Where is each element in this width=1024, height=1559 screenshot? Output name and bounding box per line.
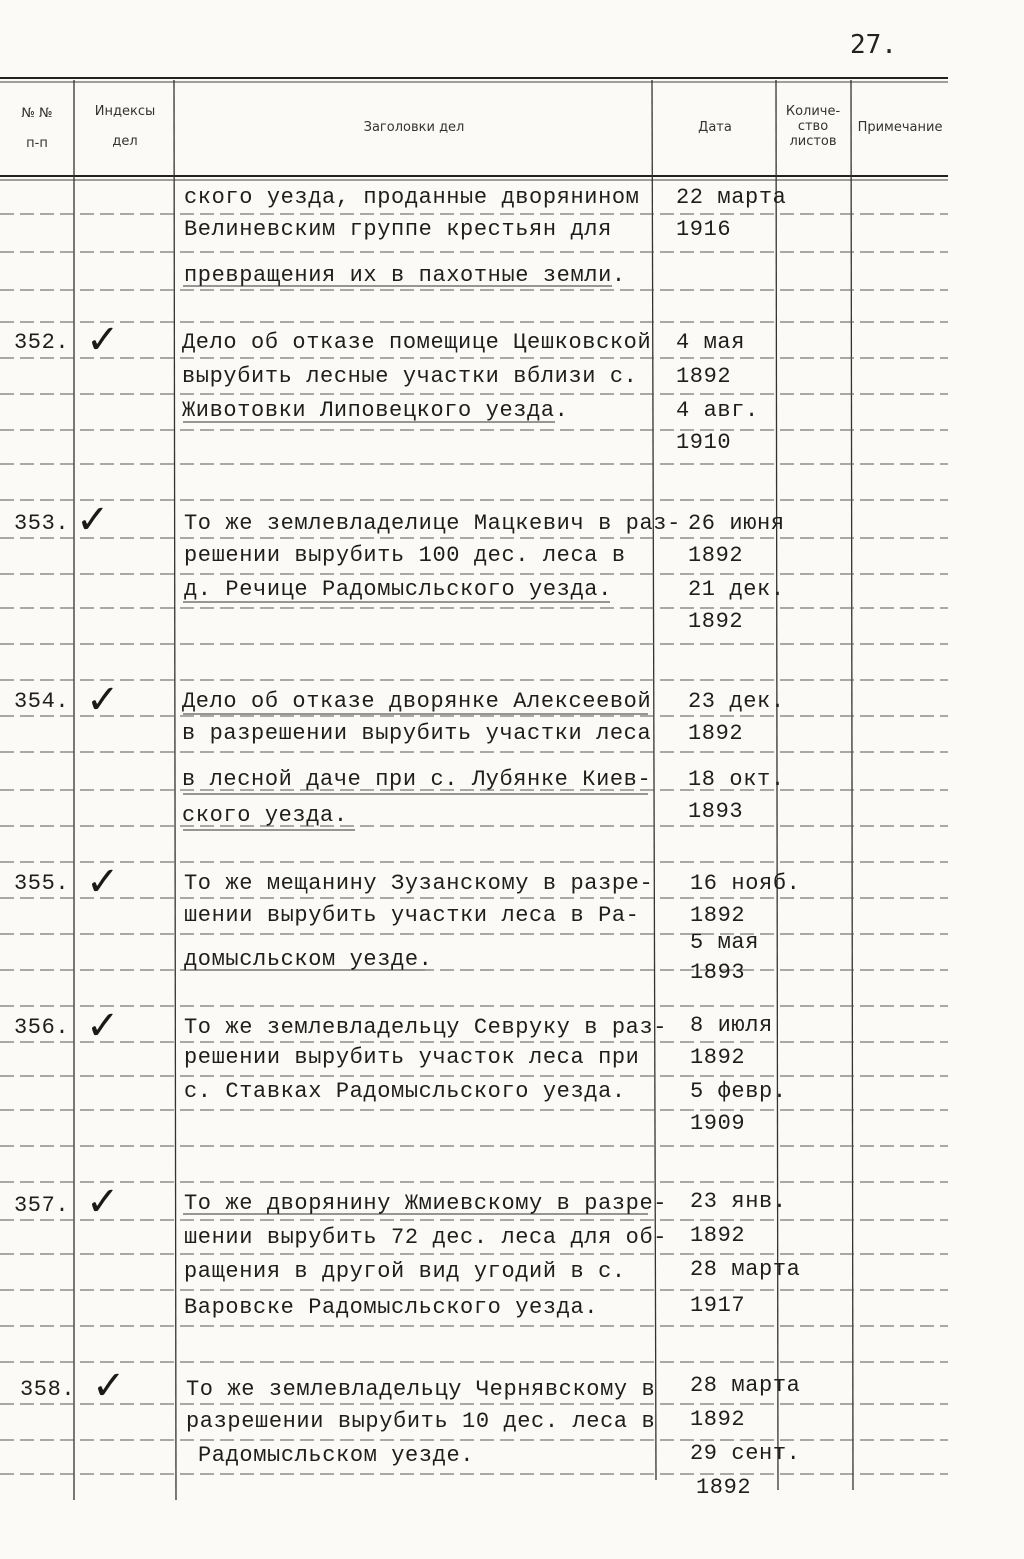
header-count-line2: ство	[797, 119, 829, 134]
entry-date: 4 авг.	[676, 398, 759, 423]
entry-title-line: То же землевладельцу Севруку в раз-	[184, 1015, 668, 1040]
page-number: 27.	[850, 30, 897, 60]
record-number: 352.	[14, 330, 70, 355]
entry-title-line: превращения их в пахотные земли.	[184, 263, 626, 288]
entry-date: 1892	[690, 903, 746, 928]
entry-title-line: решении вырубить участок леса при	[184, 1045, 640, 1070]
entry-title-line: Радомысльском уезде.	[198, 1443, 475, 1468]
entry-date: 1917	[690, 1293, 746, 1318]
entry-title-line: Велиневским группе крестьян для	[184, 217, 612, 242]
record-number: 353.	[14, 511, 70, 536]
entry-title-line: То же мещанину Зузанскому в разре-	[184, 871, 654, 896]
record-number: 354.	[14, 689, 70, 714]
checkmark-icon: ✓	[86, 677, 120, 723]
entry-title-line: Дело об отказе дворянке Алексеевой	[182, 689, 652, 714]
entry-title-line: ского уезда.	[182, 803, 348, 828]
entry-title-line: вырубить лесные участки вблизи с.	[182, 364, 638, 389]
entry-date: 1892	[690, 1407, 746, 1432]
record-number: 358.	[20, 1377, 76, 1402]
entry-date: 8 июля	[690, 1013, 773, 1038]
entry-date: 1892	[676, 364, 732, 389]
header-number-line1: № №	[21, 106, 53, 121]
entry-date: 1909	[690, 1111, 746, 1136]
header-index-line2: дел	[112, 134, 138, 149]
entry-date: 4 мая	[676, 330, 746, 355]
entry-date: 28 марта	[690, 1257, 801, 1282]
checkmark-icon: ✓	[76, 497, 110, 543]
entry-title-line: То же дворянину Жмиевскому в разре-	[184, 1191, 668, 1216]
entry-date: 23 дек.	[688, 689, 785, 714]
checkmark-icon: ✓	[86, 1003, 120, 1049]
entry-title-line: ского уезда, проданные дворянином	[184, 185, 640, 210]
entry-title-line: шении вырубить 72 дес. леса для об-	[184, 1225, 668, 1250]
entry-title-line: д. Речице Радомысльского уезда.	[184, 577, 612, 602]
checkmark-icon: ✓	[86, 317, 120, 363]
entry-title-line: решении вырубить 100 дес. леса в	[184, 543, 626, 568]
entry-date: 1892	[696, 1475, 752, 1500]
checkmark-icon: ✓	[86, 1179, 120, 1225]
header-index-line1: Индексы	[94, 104, 156, 119]
entry-title-line: ращения в другой вид угодий в с.	[184, 1259, 626, 1284]
entry-date: 21 дек.	[688, 577, 785, 602]
entry-date: 28 марта	[690, 1373, 801, 1398]
entry-date: 22 марта	[676, 185, 787, 210]
entry-date: 29 сент.	[690, 1441, 801, 1466]
entry-date: 1892	[688, 543, 744, 568]
entry-title-line: То же землевладельцу Чернявскому в	[186, 1377, 656, 1402]
entry-title-line: в лесной даче при с. Лубянке Киев-	[182, 767, 652, 792]
header-number-col	[4, 106, 70, 152]
entry-date: 5 мая	[690, 930, 760, 955]
entry-title-line: с. Ставках Радомысльского уезда.	[184, 1079, 626, 1104]
entry-date: 1892	[690, 1045, 746, 1070]
record-number: 356.	[14, 1015, 70, 1040]
entry-date: 23 янв.	[690, 1189, 787, 1214]
entry-title-line: разрешении вырубить 10 дес. леса в	[186, 1409, 656, 1434]
entry-title-line: Животовки Липовецкого уезда.	[182, 398, 569, 423]
header-note-col: Примечание	[857, 120, 943, 135]
entry-date: 1893	[688, 799, 744, 824]
record-number: 355.	[14, 871, 70, 896]
entry-date: 1910	[676, 430, 732, 455]
entry-date: 5 февр.	[690, 1079, 787, 1104]
entry-date: 1892	[688, 721, 744, 746]
checkmark-icon: ✓	[92, 1363, 126, 1409]
record-number: 357.	[14, 1193, 70, 1218]
entry-title-line: Дело об отказе помещице Цешковской	[182, 330, 652, 355]
entry-title-line: шении вырубить участки леса в Ра-	[184, 903, 640, 928]
entry-title-line: в разрешении вырубить участки леса	[182, 721, 652, 746]
entry-date: 26 июня	[688, 511, 785, 536]
entry-date: 1892	[688, 609, 744, 634]
header-number-line2: п-п	[26, 136, 48, 151]
header-title-col: Заголовки дел	[363, 120, 465, 135]
entry-title-line: То же землевладелице Мацкевич в раз-	[184, 511, 681, 536]
header-count-line1: Количе-	[785, 104, 841, 119]
header-date-col: Дата	[698, 120, 732, 135]
entry-title-line: Варовске Радомысльского уезда.	[184, 1295, 599, 1320]
header-count-col	[776, 104, 850, 149]
header-index-col	[78, 104, 172, 150]
entry-date: 16 нояб.	[690, 871, 801, 896]
checkmark-icon: ✓	[86, 859, 120, 905]
entry-date: 18 окт.	[688, 767, 785, 792]
entry-date: 1893	[690, 960, 746, 985]
entry-date: 1916	[676, 217, 732, 242]
entry-date: 1892	[690, 1223, 746, 1248]
header-count-line3: листов	[789, 134, 837, 149]
entry-title-line: домысльском уезде.	[184, 947, 433, 972]
